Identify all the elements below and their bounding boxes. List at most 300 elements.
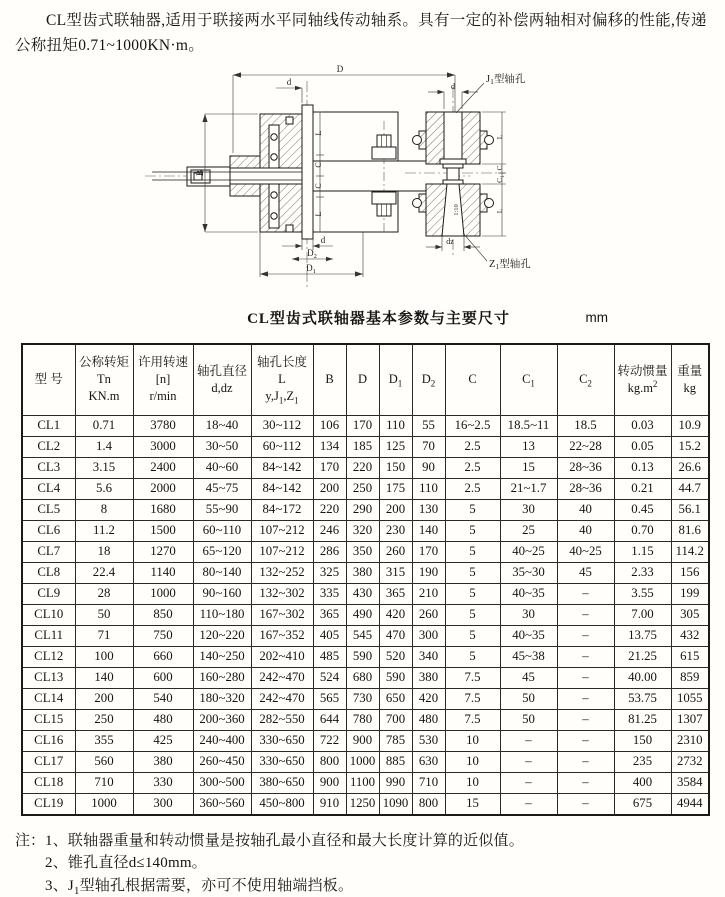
value-cell: 360~560 <box>193 793 251 815</box>
value-cell: – <box>557 772 614 793</box>
value-cell: 700 <box>379 709 412 730</box>
value-cell: – <box>557 688 614 709</box>
value-cell: 2310 <box>671 730 709 751</box>
value-cell: – <box>557 793 614 815</box>
value-cell: 650 <box>379 688 412 709</box>
value-cell: 55 <box>412 415 445 436</box>
value-cell: – <box>557 604 614 625</box>
value-cell: 540 <box>133 688 193 709</box>
value-cell: 167~302 <box>251 604 313 625</box>
value-cell: 644 <box>313 709 346 730</box>
table-row <box>22 625 709 646</box>
value-cell: 130 <box>412 499 445 520</box>
value-cell: 430 <box>346 583 379 604</box>
value-cell: 40~35 <box>500 583 557 604</box>
coupling-diagram <box>0 65 725 299</box>
value-cell: 1100 <box>346 772 379 793</box>
value-cell: 250 <box>346 478 379 499</box>
value-cell: 40~25 <box>557 541 614 562</box>
table-row <box>22 478 709 499</box>
model-cell: CL12 <box>22 646 75 667</box>
value-cell: 300 <box>133 793 193 815</box>
table-row <box>22 520 709 541</box>
value-cell: 485 <box>313 646 346 667</box>
value-cell: 7.5 <box>445 667 500 688</box>
value-cell: 1000 <box>346 751 379 772</box>
value-cell: 45~38 <box>500 646 557 667</box>
value-cell: 15.2 <box>671 436 709 457</box>
value-cell: 134 <box>313 436 346 457</box>
value-cell: 4944 <box>671 793 709 815</box>
j1-hole-label: $J_1$型轴孔 <box>486 73 526 86</box>
value-cell: 282~550 <box>251 709 313 730</box>
value-cell: 1250 <box>346 793 379 815</box>
value-cell: – <box>557 583 614 604</box>
value-cell: 630 <box>412 751 445 772</box>
value-cell: 2.5 <box>445 478 500 499</box>
value-cell: 13 <box>500 436 557 457</box>
value-cell: 25 <box>500 520 557 541</box>
value-cell: 470 <box>379 625 412 646</box>
coupling-drawing <box>0 65 725 299</box>
dim-B-label: B <box>195 169 205 176</box>
value-cell: 170 <box>313 457 346 478</box>
value-cell: 246 <box>313 520 346 541</box>
value-cell: 50 <box>500 709 557 730</box>
value-cell: 70 <box>412 436 445 457</box>
value-cell: 750 <box>133 625 193 646</box>
value-cell: 425 <box>133 730 193 751</box>
value-cell: 0.13 <box>614 457 671 478</box>
value-cell: 84~172 <box>251 499 313 520</box>
model-cell: CL15 <box>22 709 75 730</box>
value-cell: 800 <box>412 793 445 815</box>
value-cell: 40~35 <box>500 625 557 646</box>
value-cell: 260 <box>379 541 412 562</box>
value-cell: 590 <box>346 646 379 667</box>
model-cell: CL10 <box>22 604 75 625</box>
notes-prefix: 注： <box>15 832 46 849</box>
table-row <box>22 709 709 730</box>
value-cell: 315 <box>379 562 412 583</box>
z1-hole-label: $Z_1$型轴孔 <box>489 258 531 271</box>
note-item: 2、锥孔直径d≤140mm。 <box>45 855 207 872</box>
value-cell: 65~120 <box>193 541 251 562</box>
value-cell: 3000 <box>133 436 193 457</box>
column-header: $D_1$ <box>379 344 412 416</box>
value-cell: 545 <box>346 625 379 646</box>
value-cell: – <box>500 793 557 815</box>
note-item: 3、$J_1$型轴孔根据需要，亦可不使用轴端挡板。 <box>45 877 354 897</box>
value-cell: 30~50 <box>193 436 251 457</box>
value-cell: – <box>557 625 614 646</box>
value-cell: 1090 <box>379 793 412 815</box>
dim-C-label: C <box>495 165 504 171</box>
value-cell: – <box>557 730 614 751</box>
model-cell: CL11 <box>22 625 75 646</box>
column-header: 公称转矩 Tn KN.m <box>75 344 133 416</box>
value-cell: 1000 <box>75 793 133 815</box>
dim-D-label: D <box>336 64 344 74</box>
value-cell: 365 <box>379 583 412 604</box>
column-header: $C_2$ <box>557 344 614 416</box>
value-cell: 8 <box>75 499 133 520</box>
value-cell: 365 <box>313 604 346 625</box>
value-cell: 5 <box>445 520 500 541</box>
value-cell: 660 <box>133 646 193 667</box>
value-cell: 5 <box>445 625 500 646</box>
dim-C-label: C <box>314 182 323 189</box>
value-cell: 10 <box>445 772 500 793</box>
value-cell: 330~650 <box>251 730 313 751</box>
value-cell: 3584 <box>671 772 709 793</box>
value-cell: 18.5 <box>557 415 614 436</box>
column-header: 许用转速 [n] r/min <box>133 344 193 416</box>
value-cell: 40~60 <box>193 457 251 478</box>
value-cell: 220 <box>346 457 379 478</box>
value-cell: 28 <box>75 583 133 604</box>
value-cell: 320 <box>346 520 379 541</box>
value-cell: 60~110 <box>193 520 251 541</box>
value-cell: 325 <box>313 562 346 583</box>
value-cell: 450~800 <box>251 793 313 815</box>
value-cell: 400 <box>614 772 671 793</box>
value-cell: 44.7 <box>671 478 709 499</box>
value-cell: 2400 <box>133 457 193 478</box>
value-cell: 5 <box>445 583 500 604</box>
value-cell: 1055 <box>671 688 709 709</box>
value-cell: 432 <box>671 625 709 646</box>
value-cell: 30~112 <box>251 415 313 436</box>
value-cell: 45 <box>500 667 557 688</box>
value-cell: 210 <box>412 583 445 604</box>
value-cell: 120~220 <box>193 625 251 646</box>
value-cell: 520 <box>379 646 412 667</box>
intro-paragraph: CL型齿式联轴器,适用于联接两水平同轴线传动轴系。具有一定的补偿两轴相对偏移的性能,传递公称扭矩0.71~1000KN·m。 <box>15 12 707 54</box>
value-cell: 5.6 <box>75 478 133 499</box>
value-cell: 600 <box>133 667 193 688</box>
notes-items <box>45 830 524 897</box>
model-cell: CL16 <box>22 730 75 751</box>
table-row <box>22 415 709 436</box>
value-cell: 490 <box>346 604 379 625</box>
value-cell: 180~320 <box>193 688 251 709</box>
value-cell: 81.6 <box>671 520 709 541</box>
value-cell: 107~212 <box>251 520 313 541</box>
value-cell: 140 <box>75 667 133 688</box>
value-cell: 15 <box>445 793 500 815</box>
value-cell: 156 <box>671 562 709 583</box>
table-row <box>22 772 709 793</box>
column-header: 转动惯量 $kg.m^2$ <box>614 344 671 416</box>
value-cell: 990 <box>379 772 412 793</box>
value-cell: 710 <box>412 772 445 793</box>
model-cell: CL17 <box>22 751 75 772</box>
value-cell: – <box>557 751 614 772</box>
value-cell: – <box>500 730 557 751</box>
value-cell: 16~2.5 <box>445 415 500 436</box>
value-cell: 21.25 <box>614 646 671 667</box>
model-cell: CL3 <box>22 457 75 478</box>
value-cell: 1307 <box>671 709 709 730</box>
value-cell: 100 <box>75 646 133 667</box>
value-cell: 170 <box>346 415 379 436</box>
value-cell: 910 <box>313 793 346 815</box>
table-title-row <box>0 307 725 333</box>
value-cell: 199 <box>671 583 709 604</box>
model-cell: CL2 <box>22 436 75 457</box>
note-item: 1、联轴器重量和转动惯量是按轴孔最小直径和最大长度计算的近似值。 <box>45 832 524 849</box>
value-cell: 80~140 <box>193 562 251 583</box>
value-cell: 1140 <box>133 562 193 583</box>
value-cell: 5 <box>445 646 500 667</box>
dim-C-label: C <box>314 161 323 168</box>
value-cell: 185 <box>346 436 379 457</box>
value-cell: – <box>500 772 557 793</box>
value-cell: 785 <box>379 730 412 751</box>
dim-d-right-label: d <box>451 81 455 91</box>
value-cell: 30 <box>500 499 557 520</box>
model-cell: CL6 <box>22 520 75 541</box>
value-cell: 850 <box>133 604 193 625</box>
value-cell: 110 <box>379 415 412 436</box>
model-cell: CL4 <box>22 478 75 499</box>
value-cell: 18~40 <box>193 415 251 436</box>
taper-label: 1:10 <box>453 203 460 216</box>
value-cell: 140 <box>412 520 445 541</box>
value-cell: 167~352 <box>251 625 313 646</box>
value-cell: 405 <box>313 625 346 646</box>
value-cell: 800 <box>313 751 346 772</box>
value-cell: 45 <box>557 562 614 583</box>
value-cell: 3.55 <box>614 583 671 604</box>
notes <box>15 830 725 897</box>
model-cell: CL13 <box>22 667 75 688</box>
value-cell: 106 <box>313 415 346 436</box>
value-cell: 1680 <box>133 499 193 520</box>
model-cell: CL9 <box>22 583 75 604</box>
table-row <box>22 499 709 520</box>
value-cell: – <box>557 667 614 688</box>
table-header-row <box>22 344 709 416</box>
value-cell: 150 <box>379 457 412 478</box>
value-cell: 1.4 <box>75 436 133 457</box>
value-cell: 260 <box>412 604 445 625</box>
table-row <box>22 436 709 457</box>
dim-C1-label: $C_1$ <box>495 174 507 183</box>
value-cell: 18 <box>75 541 133 562</box>
value-cell: 730 <box>346 688 379 709</box>
value-cell: 90 <box>412 457 445 478</box>
value-cell: 859 <box>671 667 709 688</box>
column-header: 型 号 <box>22 344 75 416</box>
value-cell: 380 <box>133 751 193 772</box>
table-row <box>22 730 709 751</box>
model-cell: CL1 <box>22 415 75 436</box>
value-cell: 2732 <box>671 751 709 772</box>
table-row <box>22 667 709 688</box>
model-cell: CL7 <box>22 541 75 562</box>
value-cell: 84~142 <box>251 457 313 478</box>
value-cell: 380~650 <box>251 772 313 793</box>
value-cell: 5 <box>445 499 500 520</box>
value-cell: 335 <box>313 583 346 604</box>
model-cell: CL14 <box>22 688 75 709</box>
value-cell: 84~142 <box>251 478 313 499</box>
value-cell: 55~90 <box>193 499 251 520</box>
dim-L-label: L <box>314 211 323 217</box>
value-cell: 5 <box>445 604 500 625</box>
value-cell: 10.9 <box>671 415 709 436</box>
dim-D2-label: $D_2$ <box>307 247 317 260</box>
value-cell: 1500 <box>133 520 193 541</box>
dim-L-label: L <box>495 208 504 213</box>
value-cell: 3.15 <box>75 457 133 478</box>
value-cell: 235 <box>614 751 671 772</box>
value-cell: 780 <box>346 709 379 730</box>
value-cell: 330 <box>133 772 193 793</box>
value-cell: 885 <box>379 751 412 772</box>
value-cell: 524 <box>313 667 346 688</box>
value-cell: 50 <box>500 688 557 709</box>
model-cell: CL19 <box>22 793 75 815</box>
value-cell: 330~650 <box>251 751 313 772</box>
value-cell: 0.70 <box>614 520 671 541</box>
value-cell: 2000 <box>133 478 193 499</box>
value-cell: 28~36 <box>557 478 614 499</box>
value-cell: 114.2 <box>671 541 709 562</box>
table-unit: mm <box>585 309 608 325</box>
value-cell: 290 <box>346 499 379 520</box>
value-cell: 340 <box>412 646 445 667</box>
value-cell: 10 <box>445 730 500 751</box>
dim-L-label: L <box>314 130 323 136</box>
column-header: 重量 kg <box>671 344 709 416</box>
value-cell: 7.5 <box>445 709 500 730</box>
value-cell: 560 <box>75 751 133 772</box>
value-cell: 230 <box>379 520 412 541</box>
value-cell: 260~450 <box>193 751 251 772</box>
column-header: C <box>445 344 500 416</box>
value-cell: 380 <box>346 562 379 583</box>
dim-dz-label: dz <box>446 236 454 246</box>
value-cell: 250 <box>75 709 133 730</box>
value-cell: 40~25 <box>500 541 557 562</box>
table-row <box>22 604 709 625</box>
value-cell: 0.45 <box>614 499 671 520</box>
value-cell: 107~212 <box>251 541 313 562</box>
value-cell: 45~75 <box>193 478 251 499</box>
value-cell: 60~112 <box>251 436 313 457</box>
value-cell: 710 <box>75 772 133 793</box>
value-cell: 150 <box>614 730 671 751</box>
column-header: $C_1$ <box>500 344 557 416</box>
value-cell: 380 <box>412 667 445 688</box>
value-cell: – <box>557 646 614 667</box>
column-header: 轴孔直径 d,dz <box>193 344 251 416</box>
value-cell: 242~470 <box>251 667 313 688</box>
model-cell: CL18 <box>22 772 75 793</box>
dim-d-top-label: d <box>286 76 292 87</box>
value-cell: – <box>557 709 614 730</box>
value-cell: 160~280 <box>193 667 251 688</box>
value-cell: 5 <box>445 541 500 562</box>
table-row <box>22 583 709 604</box>
value-cell: 50 <box>75 604 133 625</box>
value-cell: 56.1 <box>671 499 709 520</box>
value-cell: 0.05 <box>614 436 671 457</box>
value-cell: 40 <box>557 520 614 541</box>
value-cell: 40.00 <box>614 667 671 688</box>
value-cell: 7.00 <box>614 604 671 625</box>
value-cell: 110~180 <box>193 604 251 625</box>
value-cell: 1.15 <box>614 541 671 562</box>
value-cell: 7.5 <box>445 688 500 709</box>
value-cell: 286 <box>313 541 346 562</box>
value-cell: 35~30 <box>500 562 557 583</box>
value-cell: 71 <box>75 625 133 646</box>
value-cell: 11.2 <box>75 520 133 541</box>
value-cell: 5 <box>445 562 500 583</box>
value-cell: 590 <box>379 667 412 688</box>
value-cell: 22~28 <box>557 436 614 457</box>
value-cell: 900 <box>313 772 346 793</box>
value-cell: 28~36 <box>557 457 614 478</box>
value-cell: 2.5 <box>445 436 500 457</box>
table-row <box>22 751 709 772</box>
value-cell: 175 <box>379 478 412 499</box>
value-cell: 202~410 <box>251 646 313 667</box>
value-cell: 305 <box>671 604 709 625</box>
value-cell: 0.71 <box>75 415 133 436</box>
value-cell: 300~500 <box>193 772 251 793</box>
value-cell: 0.21 <box>614 478 671 499</box>
column-header: D <box>346 344 379 416</box>
value-cell: 420 <box>412 688 445 709</box>
value-cell: 132~302 <box>251 583 313 604</box>
table-row <box>22 541 709 562</box>
column-header: $D_2$ <box>412 344 445 416</box>
value-cell: 200~360 <box>193 709 251 730</box>
model-cell: CL5 <box>22 499 75 520</box>
value-cell: 18.5~11 <box>500 415 557 436</box>
value-cell: 2.33 <box>614 562 671 583</box>
column-header: B <box>313 344 346 416</box>
value-cell: 355 <box>75 730 133 751</box>
value-cell: 30 <box>500 604 557 625</box>
value-cell: 0.03 <box>614 415 671 436</box>
value-cell: 200 <box>379 499 412 520</box>
value-cell: 480 <box>412 709 445 730</box>
value-cell: 22.4 <box>75 562 133 583</box>
value-cell: 220 <box>313 499 346 520</box>
value-cell: 190 <box>412 562 445 583</box>
value-cell: 530 <box>412 730 445 751</box>
value-cell: 242~470 <box>251 688 313 709</box>
table-row <box>22 646 709 667</box>
dim-d-bottom-label: d <box>320 234 326 245</box>
table-row <box>22 688 709 709</box>
table-row <box>22 457 709 478</box>
column-header: 轴孔长度 L $y,J_1,Z_1$ <box>251 344 313 416</box>
value-cell: 81.25 <box>614 709 671 730</box>
table-title: CL型齿式联轴器基本参数与主要尺寸 <box>247 310 510 327</box>
value-cell: 15 <box>500 457 557 478</box>
value-cell: 350 <box>346 541 379 562</box>
value-cell: 480 <box>133 709 193 730</box>
value-cell: 132~252 <box>251 562 313 583</box>
value-cell: 90~160 <box>193 583 251 604</box>
